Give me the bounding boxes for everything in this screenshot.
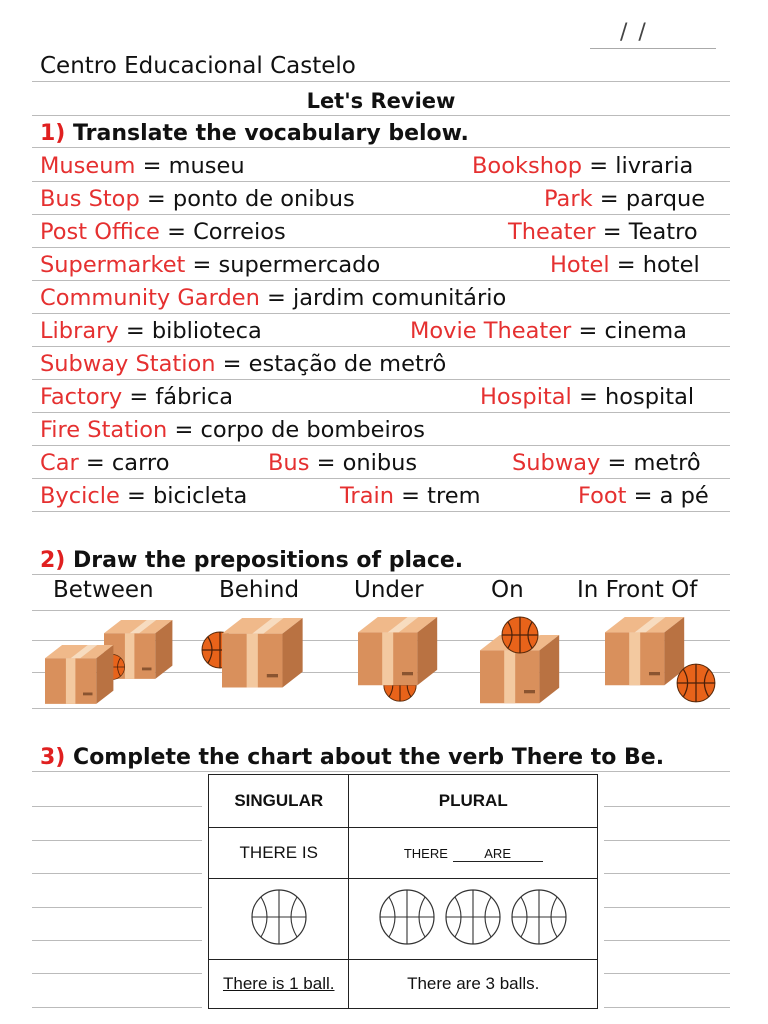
vocab-equals: = xyxy=(127,483,146,509)
section1-heading xyxy=(40,121,469,146)
vocab-english: Theater xyxy=(508,219,596,245)
vocab-item xyxy=(40,285,506,311)
vocab-equals: = xyxy=(222,351,242,377)
section1-text: Translate the vocabulary below. xyxy=(73,121,469,146)
vocab-portuguese[interactable]: parque xyxy=(625,186,706,212)
vocab-portuguese[interactable]: fábrica xyxy=(155,384,234,410)
vocab-portuguese[interactable]: cinema xyxy=(604,318,687,344)
vocab-row xyxy=(32,314,730,347)
vocab-row xyxy=(32,380,730,413)
vocab-equals: = xyxy=(125,318,145,344)
plural-balls-cell xyxy=(349,879,598,960)
between-illustration xyxy=(45,620,172,704)
there-to-be-chart xyxy=(208,774,598,1009)
vocab-item xyxy=(40,186,355,212)
vocab-portuguese[interactable]: biblioteca xyxy=(151,318,262,344)
vocab-item xyxy=(512,450,701,476)
vocab-english: Bus xyxy=(268,450,310,476)
vocab-portuguese[interactable]: hotel xyxy=(642,252,700,278)
vocab-row xyxy=(32,182,730,215)
ruled-line xyxy=(32,806,202,807)
school-row xyxy=(32,50,730,82)
vocab-equals: = xyxy=(616,252,636,278)
vocab-equals: = xyxy=(633,483,653,509)
vocab-english: Community Garden xyxy=(40,285,260,311)
prep-on-label: On xyxy=(491,577,524,603)
vocab-english: Library xyxy=(40,318,119,344)
page-title: Let's Review xyxy=(306,89,456,113)
section1-row xyxy=(32,116,730,148)
vocab-english: Post Office xyxy=(40,219,160,245)
singular-sentence: There is 1 ball. xyxy=(209,960,349,1009)
ruled-line xyxy=(604,907,730,908)
under-illustration xyxy=(358,617,437,701)
vocab-item xyxy=(578,483,709,509)
vocab-english: Supermarket xyxy=(40,252,186,278)
vocab-item xyxy=(40,252,380,278)
vocab-equals: = xyxy=(192,252,212,278)
section1-number: 1) xyxy=(40,121,66,146)
vocab-item xyxy=(410,318,687,344)
vocab-english: Park xyxy=(544,186,593,212)
prep-between-label: Between xyxy=(53,577,154,603)
ruled-line xyxy=(32,1007,202,1008)
prep-in-front-of-label: In Front Of xyxy=(577,577,698,603)
section3-row xyxy=(32,742,730,772)
vocab-equals: = xyxy=(589,153,609,179)
vocab-portuguese[interactable]: metrô xyxy=(633,450,701,476)
vocab-english: Subway xyxy=(512,450,601,476)
ruled-line xyxy=(32,940,202,941)
singular-ball-cell xyxy=(209,879,349,960)
vocab-portuguese[interactable]: supermercado xyxy=(218,252,381,278)
vocab-portuguese[interactable]: Teatro xyxy=(628,219,698,245)
behind-illustration xyxy=(202,618,303,687)
vocab-english: Museum xyxy=(40,153,136,179)
vocab-item xyxy=(480,384,694,410)
vocab-portuguese[interactable]: museu xyxy=(168,153,245,179)
plural-answer-blank[interactable]: ARE xyxy=(453,846,543,862)
vocab-item xyxy=(268,450,417,476)
ruled-line xyxy=(32,873,202,874)
ruled-line xyxy=(32,840,202,841)
ball-icon xyxy=(247,887,311,947)
plural-sentence: There are 3 balls. xyxy=(349,960,598,1009)
date-field: / / xyxy=(620,20,648,45)
three-balls-icon xyxy=(374,887,572,947)
vocab-equals: = xyxy=(129,384,149,410)
vocab-item xyxy=(40,384,233,410)
vocab-equals: = xyxy=(174,417,194,443)
vocab-item xyxy=(40,351,446,377)
vocab-item xyxy=(508,219,698,245)
ruled-line xyxy=(604,1007,730,1008)
vocab-english: Bycicle xyxy=(40,483,120,509)
section2-text: Draw the prepositions of place. xyxy=(73,548,464,573)
vocab-item xyxy=(340,483,481,509)
vocab-portuguese[interactable]: jardim comunitário xyxy=(293,285,507,311)
vocab-row xyxy=(32,281,730,314)
section3-heading xyxy=(40,745,664,770)
school-name: Centro Educacional Castelo xyxy=(40,53,356,79)
vocab-english: Bookshop xyxy=(472,153,583,179)
vocab-english: Bus Stop xyxy=(40,186,140,212)
vocab-equals: = xyxy=(602,219,622,245)
vocab-english: Hotel xyxy=(550,252,610,278)
section3-text: Complete the chart about the verb There to Be. xyxy=(73,745,665,770)
section2-heading xyxy=(40,548,463,573)
vocab-equals: = xyxy=(578,318,598,344)
vocab-equals: = xyxy=(146,186,166,212)
vocab-english: Foot xyxy=(578,483,627,509)
vocab-portuguese[interactable]: livraria xyxy=(615,153,694,179)
vocab-item xyxy=(544,186,705,212)
prepositions-illustrations xyxy=(0,605,768,725)
vocab-row xyxy=(32,446,730,479)
vocab-english: Factory xyxy=(40,384,123,410)
on-illustration xyxy=(480,617,559,703)
vocab-equals: = xyxy=(316,450,336,476)
vocab-row xyxy=(32,215,730,248)
singular-header: SINGULAR xyxy=(209,775,349,828)
vocab-portuguese[interactable]: corpo de bombeiros xyxy=(200,417,425,443)
vocab-portuguese[interactable]: trem xyxy=(427,483,481,509)
vocab-item xyxy=(40,450,169,476)
ruled-line xyxy=(32,907,202,908)
vocab-english: Subway Station xyxy=(40,351,216,377)
vocab-row xyxy=(32,347,730,380)
vocab-english: Fire Station xyxy=(40,417,168,443)
vocab-equals: = xyxy=(267,285,286,311)
section2-number: 2) xyxy=(40,548,66,573)
vocab-item xyxy=(40,417,425,443)
ruled-line xyxy=(604,806,730,807)
plural-header: PLURAL xyxy=(349,775,598,828)
vocab-portuguese[interactable]: estação de metrô xyxy=(248,351,447,377)
ruled-line xyxy=(604,873,730,874)
plural-prefix: THERE xyxy=(403,846,448,861)
section2-row xyxy=(32,543,730,575)
in-front-of-illustration xyxy=(605,617,715,702)
title-row xyxy=(32,84,730,116)
vocab-english: Car xyxy=(40,450,79,476)
vocab-english: Train xyxy=(340,483,394,509)
vocab-portuguese[interactable]: hospital xyxy=(604,384,695,410)
ruled-line xyxy=(604,940,730,941)
vocab-equals: = xyxy=(607,450,627,476)
vocab-row xyxy=(32,413,730,446)
vocab-portuguese[interactable]: Correios xyxy=(193,219,286,245)
date-line[interactable] xyxy=(590,20,716,49)
vocab-portuguese[interactable]: carro xyxy=(111,450,170,476)
prep-under-label: Under xyxy=(354,577,424,603)
vocab-portuguese[interactable]: ponto de onibus xyxy=(172,186,355,212)
vocab-item xyxy=(472,153,693,179)
ruled-line xyxy=(604,840,730,841)
vocab-portuguese[interactable]: a pé xyxy=(659,483,709,509)
ruled-line xyxy=(604,973,730,974)
plural-form-cell[interactable] xyxy=(349,828,598,879)
vocab-english: Hospital xyxy=(480,384,572,410)
vocab-row xyxy=(32,248,730,281)
vocab-equals: = xyxy=(167,219,186,245)
vocab-item xyxy=(40,483,247,509)
ruled-line xyxy=(32,973,202,974)
vocab-row xyxy=(32,149,730,182)
vocab-equals: = xyxy=(85,450,105,476)
vocab-item xyxy=(40,153,245,179)
vocab-equals: = xyxy=(599,186,619,212)
vocab-item xyxy=(40,318,262,344)
singular-form: THERE IS xyxy=(209,828,349,879)
vocab-equals: = xyxy=(142,153,162,179)
prep-behind-label: Behind xyxy=(219,577,300,603)
vocab-item xyxy=(550,252,700,278)
vocab-item xyxy=(40,219,286,245)
vocab-equals: = xyxy=(578,384,598,410)
vocab-portuguese[interactable]: bicicleta xyxy=(153,483,248,509)
vocab-portuguese[interactable]: onibus xyxy=(342,450,418,476)
section3-number: 3) xyxy=(40,745,66,770)
vocab-equals: = xyxy=(401,483,421,509)
vocab-row xyxy=(32,479,730,512)
vocab-english: Movie Theater xyxy=(410,318,572,344)
